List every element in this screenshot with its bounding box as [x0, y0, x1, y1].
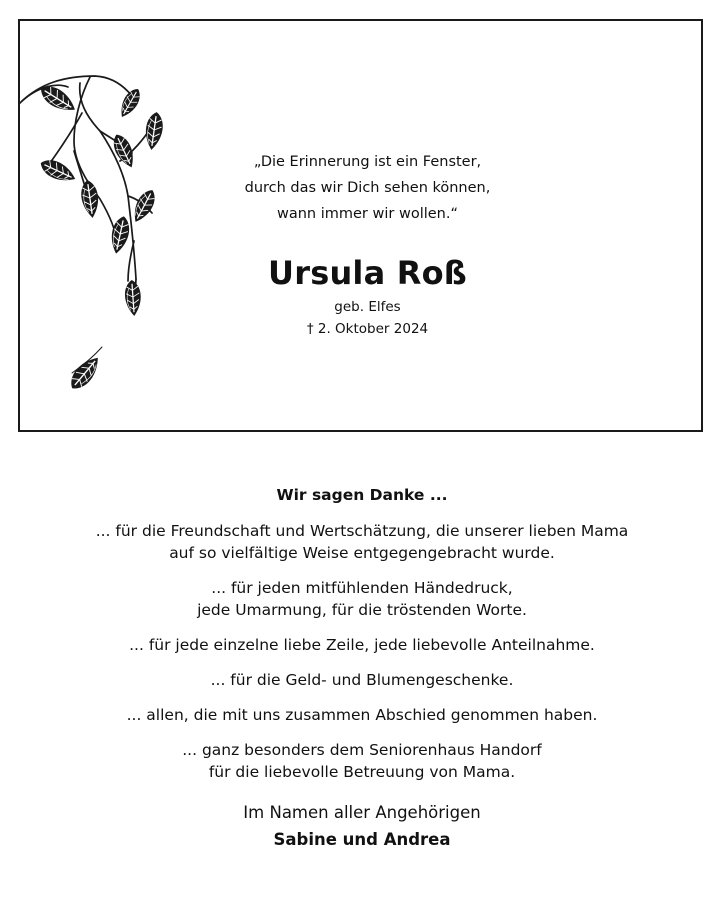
thanks-paragraph: [0, 520, 724, 564]
quote-line: wann immer wir wollen.“: [277, 206, 458, 222]
memorial-quote: [160, 149, 575, 227]
thanks-line: ... für jeden mitfühlenden Händedruck,: [211, 579, 513, 597]
thanks-paragraph: [0, 577, 724, 621]
thanks-line: jede Umarmung, für die tröstenden Worte.: [197, 601, 527, 619]
thanks-line: auf so vielfältige Weise entgegengebracht wurde.: [169, 544, 555, 562]
death-date: † 2. Oktober 2024: [306, 321, 429, 337]
signature-names: Sabine und Andrea: [273, 830, 451, 849]
quote-line: durch das wir Dich sehen können,: [244, 180, 491, 196]
thanks-line: ... für die Geld- und Blumengeschenke.: [210, 671, 514, 689]
thanks-line: für die liebevolle Betreuung von Mama.: [208, 763, 516, 781]
signature-intro: Im Namen aller Angehörigen: [243, 803, 481, 822]
thanks-line: ... allen, die mit uns zusammen Abschied genommen haben.: [126, 706, 598, 724]
thanks-line: ... ganz besonders dem Seniorenhaus Handorf: [182, 741, 542, 759]
thanks-section: [0, 484, 724, 852]
thanks-line: ... für jede einzelne liebe Zeile, jede liebevolle Anteilnahme.: [129, 636, 595, 654]
thanks-paragraph: [0, 739, 724, 783]
maiden-name: geb. Elfes: [334, 299, 401, 315]
thanks-paragraph: [0, 669, 724, 691]
quote-line: „Die Erinnerung ist ein Fenster,: [253, 154, 482, 170]
deceased-name: Ursula Roß: [268, 254, 467, 292]
thanks-paragraph: [0, 634, 724, 656]
leaf-branch-icon: [20, 21, 200, 434]
memorial-frame: [18, 19, 703, 432]
thanks-title: Wir sagen Danke ...: [276, 486, 448, 504]
thanks-line: ... für die Freundschaft und Wertschätzung, die unserer lieben Mama: [95, 522, 629, 540]
thanks-paragraph: [0, 704, 724, 726]
